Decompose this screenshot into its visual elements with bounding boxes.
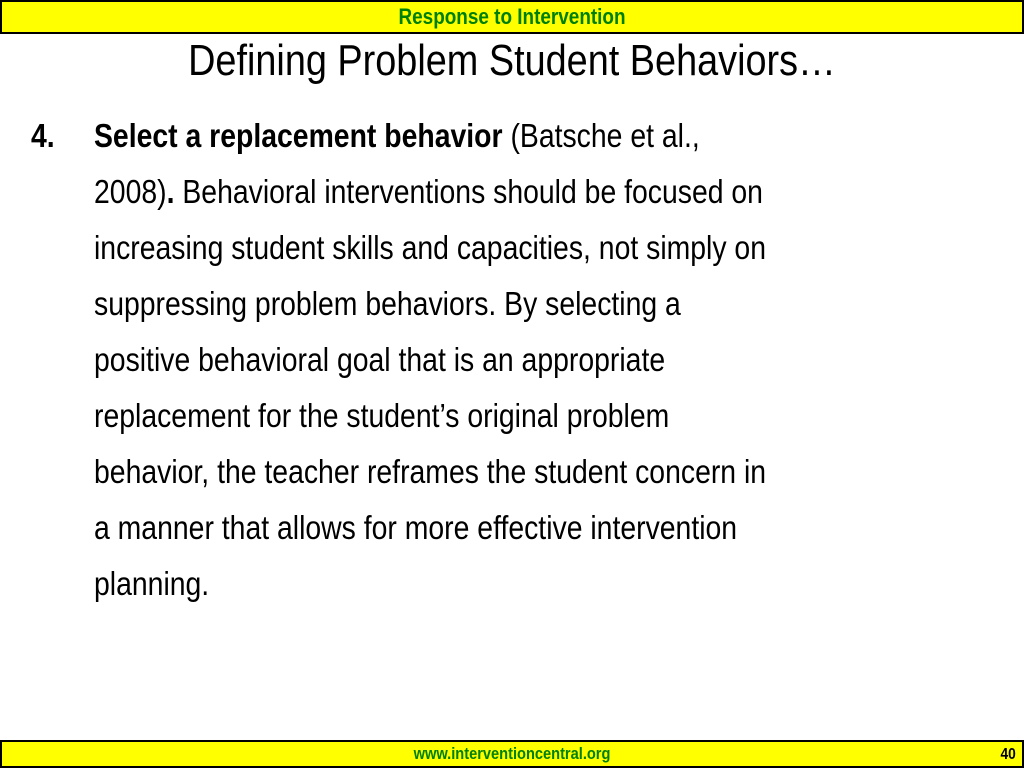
body-text-line-8: a manner that allows for more effective intervention <box>94 509 738 546</box>
citation-year: 2008) <box>94 173 167 210</box>
footer-url: www.interventioncentral.org <box>413 744 611 763</box>
citation-period: . <box>166 173 175 210</box>
body-text-line-4: suppressing problem behaviors. By selecting a <box>94 285 681 322</box>
body-text-line-5: positive behavioral goal that is an appropriate <box>94 341 666 378</box>
list-item-line-1 <box>94 108 985 164</box>
list-item-line-2 <box>94 164 985 220</box>
body-text-line-9: planning. <box>94 565 210 602</box>
footer-banner <box>0 740 1024 768</box>
body-text-line-2: Behavioral interventions should be focused on <box>174 173 763 210</box>
body-text-line-7: behavior, the teacher reframes the student concern in <box>94 453 767 490</box>
header-banner-text: Response to Intervention <box>398 4 626 29</box>
citation-text: (Batsche et al., <box>502 117 700 154</box>
header-banner <box>0 0 1024 34</box>
slide-title: Defining Problem Student Behaviors… <box>188 36 836 85</box>
body-text-line-6: replacement for the student’s original problem <box>94 397 670 434</box>
body-text-line-3: increasing student skills and capacities, not simply on <box>94 229 767 266</box>
list-item-number: 4. <box>31 117 55 154</box>
replacement-behavior-heading: Select a replacement behavior <box>94 117 503 154</box>
page-number: 40 <box>1000 746 1016 763</box>
list-item-body <box>94 108 985 612</box>
